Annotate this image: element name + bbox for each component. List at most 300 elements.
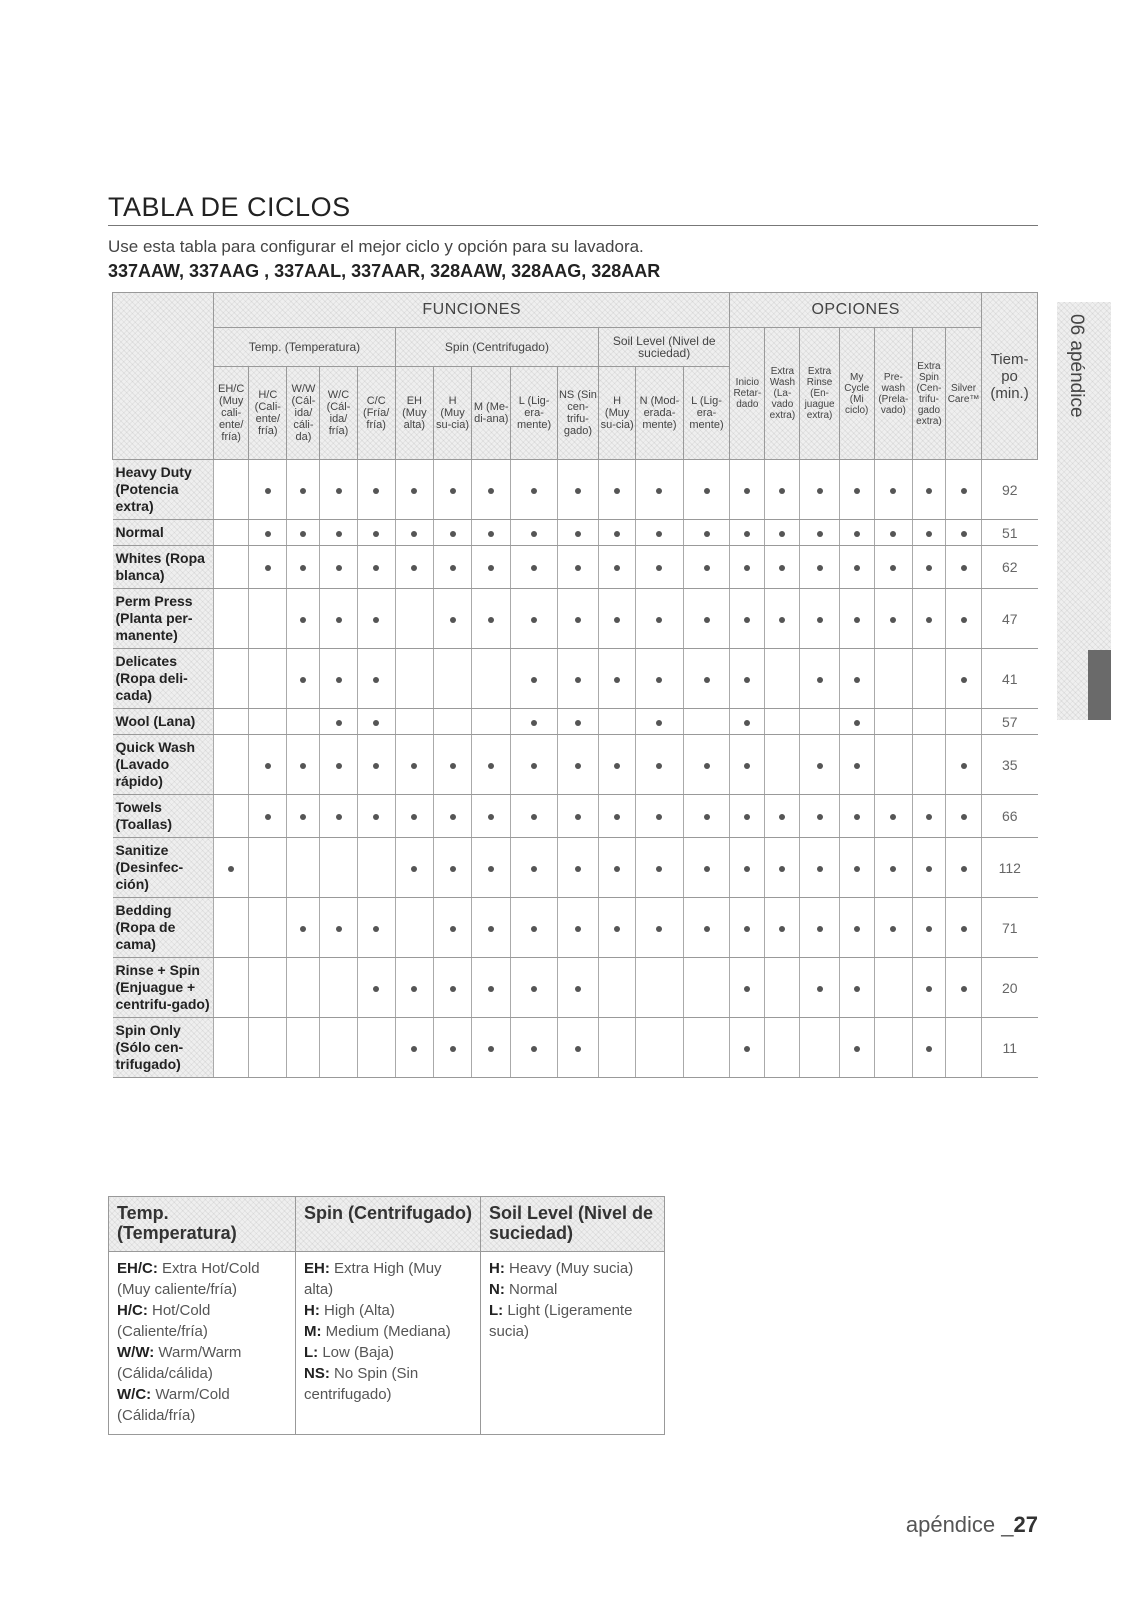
table-cell [730,589,765,649]
available-dot-icon [531,720,537,726]
table-cell [214,546,249,589]
available-dot-icon [575,617,581,623]
table-cell [874,709,912,735]
available-dot-icon [744,531,750,537]
available-dot-icon [300,763,306,769]
table-cell [395,460,433,520]
available-dot-icon [779,814,785,820]
table-cell [472,795,511,838]
available-dot-icon [614,488,620,494]
available-dot-icon [411,986,417,992]
table-cell [765,838,800,898]
legend-code: M: [304,1323,322,1340]
legend-item [489,1300,656,1342]
table-cell [472,589,511,649]
available-dot-icon [704,814,710,820]
available-dot-icon [854,866,860,872]
available-dot-icon [817,986,823,992]
table-cell [511,958,557,1018]
available-dot-icon [817,617,823,623]
table-cell [395,589,433,649]
available-dot-icon [779,565,785,571]
available-dot-icon [961,565,967,571]
table-cell [730,735,765,795]
available-dot-icon [373,531,379,537]
available-dot-icon [779,488,785,494]
table-cell [511,1018,557,1078]
table-cell [214,838,249,898]
available-dot-icon [961,866,967,872]
cycle-name: Heavy Duty (Potencia extra) [113,460,214,520]
table-cell [214,589,249,649]
cycle-rows [113,460,1038,1078]
table-cell [599,546,636,589]
available-dot-icon [817,677,823,683]
available-dot-icon [779,531,785,537]
table-cell [357,649,395,709]
table-cell [433,460,471,520]
available-dot-icon [336,488,342,494]
column-header: Pre-wash (Prela-vado) [874,328,912,460]
available-dot-icon [300,677,306,683]
cycle-name: Sanitize (Desinfec-ción) [113,838,214,898]
column-header: W/C (Cál-ida/ fría) [320,367,357,460]
table-cell [839,520,874,546]
table-cell [557,735,598,795]
table-cell [765,709,800,735]
table-cell [683,649,730,709]
table-cell [636,546,683,589]
table-cell [800,649,839,709]
available-dot-icon [488,926,494,932]
table-cell [839,709,874,735]
column-header: H (Muy su-cia) [599,367,636,460]
available-dot-icon [779,926,785,932]
available-dot-icon [854,926,860,932]
available-dot-icon [656,565,662,571]
table-cell [287,735,320,795]
table-cell [636,735,683,795]
available-dot-icon [575,814,581,820]
table-cell [472,898,511,958]
table-cell [730,649,765,709]
available-dot-icon [575,720,581,726]
table-cell [557,546,598,589]
table-cell [683,589,730,649]
table-cell [511,589,557,649]
table-cell [249,546,287,589]
table-cell [472,709,511,735]
table-cell [874,1018,912,1078]
table-cell [945,546,981,589]
table-cell [874,838,912,898]
table-cell [287,709,320,735]
table-cell [636,958,683,1018]
cycle-time: 57 [982,709,1038,735]
section-tab-label: 06 apéndice [1066,314,1087,418]
table-cell [945,520,981,546]
available-dot-icon [854,763,860,769]
legend-desc: Low (Baja) [322,1344,395,1361]
cycle-time: 112 [982,838,1038,898]
table-cell [839,649,874,709]
page-footer [906,1512,1038,1538]
column-header: W/W (Cál-ida/ cáli-da) [287,367,320,460]
table-cell [912,520,945,546]
page-number: 27 [1013,1512,1038,1537]
available-dot-icon [300,531,306,537]
cycle-time: 62 [982,546,1038,589]
available-dot-icon [744,814,750,820]
table-cell [765,898,800,958]
table-cell [320,520,357,546]
table-cell [214,735,249,795]
table-cell [912,709,945,735]
table-cell [912,735,945,795]
available-dot-icon [373,926,379,932]
available-dot-icon [265,565,271,571]
legend-item [304,1321,472,1342]
legend-item [304,1342,472,1363]
functions-header: FUNCIONES [214,293,730,328]
column-header: Extra Wash (La-vado extra) [765,328,800,460]
table-cell [730,958,765,1018]
legend-desc: Normal [509,1281,558,1298]
available-dot-icon [614,531,620,537]
available-dot-icon [373,720,379,726]
available-dot-icon [373,763,379,769]
legend-code: NS: [304,1365,330,1382]
available-dot-icon [531,763,537,769]
table-cell [636,838,683,898]
table-cell [249,795,287,838]
available-dot-icon [744,926,750,932]
column-header: C/C (Fría/ fría) [357,367,395,460]
available-dot-icon [961,986,967,992]
available-dot-icon [817,565,823,571]
table-cell [874,735,912,795]
table-cell [765,795,800,838]
table-cell [357,898,395,958]
available-dot-icon [531,926,537,932]
cycle-time: 92 [982,460,1038,520]
table-cell [320,649,357,709]
table-cell [765,460,800,520]
available-dot-icon [575,986,581,992]
legend-code: W/W: [117,1344,155,1361]
column-header: N (Mod-erada-mente) [636,367,683,460]
available-dot-icon [531,986,537,992]
table-cell [912,589,945,649]
available-dot-icon [656,531,662,537]
available-dot-icon [704,763,710,769]
available-dot-icon [704,565,710,571]
table-cell [214,898,249,958]
available-dot-icon [373,677,379,683]
table-cell [287,838,320,898]
available-dot-icon [531,488,537,494]
available-dot-icon [744,565,750,571]
table-cell [800,546,839,589]
available-dot-icon [614,677,620,683]
table-cell [557,838,598,898]
legend-spin-list [296,1252,481,1435]
table-cell [839,958,874,1018]
available-dot-icon [336,531,342,537]
table-cell [395,795,433,838]
table-row [113,735,1038,795]
table-cell [249,958,287,1018]
available-dot-icon [450,488,456,494]
table-cell [599,898,636,958]
table-cell [874,958,912,1018]
available-dot-icon [336,720,342,726]
legend-temp-header: Temp. (Temperatura) [109,1197,296,1252]
available-dot-icon [890,814,896,820]
page-subtitle: Use esta tabla para configurar el mejor ciclo y opción para su lavadora. [108,237,644,256]
table-cell [945,838,981,898]
available-dot-icon [656,617,662,623]
table-cell [683,1018,730,1078]
table-cell [511,460,557,520]
column-header: L (Lig-era-mente) [511,367,557,460]
table-cell [395,1018,433,1078]
column-header: M (Me-di-ana) [472,367,511,460]
legend-desc: Light (Ligeramente sucia) [489,1302,633,1340]
available-dot-icon [614,926,620,932]
cycle-name: Towels (Toallas) [113,795,214,838]
available-dot-icon [336,617,342,623]
available-dot-icon [704,677,710,683]
available-dot-icon [373,617,379,623]
table-cell [249,709,287,735]
available-dot-icon [531,814,537,820]
available-dot-icon [450,926,456,932]
table-cell [557,589,598,649]
table-cell [557,649,598,709]
available-dot-icon [961,488,967,494]
table-row [113,546,1038,589]
available-dot-icon [854,1046,860,1052]
table-cell [320,898,357,958]
table-row [113,795,1038,838]
table-cell [599,958,636,1018]
table-cell [874,546,912,589]
table-cell [839,460,874,520]
table-cell [320,460,357,520]
available-dot-icon [300,617,306,623]
legend-code: H: [489,1260,505,1277]
available-dot-icon [450,814,456,820]
available-dot-icon [265,814,271,820]
table-cell [912,649,945,709]
table-cell [683,460,730,520]
table-cell [945,795,981,838]
table-cell [287,520,320,546]
table-cell [765,735,800,795]
available-dot-icon [488,866,494,872]
table-cell [320,958,357,1018]
available-dot-icon [656,488,662,494]
table-cell [557,898,598,958]
table-cell [357,735,395,795]
available-dot-icon [656,677,662,683]
available-dot-icon [411,488,417,494]
table-cell [599,709,636,735]
table-cell [357,795,395,838]
available-dot-icon [890,565,896,571]
table-cell [472,520,511,546]
table-cell [730,546,765,589]
table-cell [599,589,636,649]
table-cell [214,709,249,735]
table-cell [249,838,287,898]
table-cell [320,1018,357,1078]
table-cell [636,589,683,649]
table-cell [839,838,874,898]
available-dot-icon [744,720,750,726]
table-cell [395,649,433,709]
available-dot-icon [614,763,620,769]
legend-item [304,1363,472,1405]
table-cell [839,898,874,958]
table-cell [912,898,945,958]
cycle-name: Normal [113,520,214,546]
available-dot-icon [300,488,306,494]
available-dot-icon [817,531,823,537]
table-cell [683,709,730,735]
table-cell [800,709,839,735]
cycle-name: Bedding (Ropa de cama) [113,898,214,958]
table-row [113,898,1038,958]
table-cell [800,958,839,1018]
table-cell [912,1018,945,1078]
table-cell [433,520,471,546]
table-cell [636,649,683,709]
cycle-name: Whites (Ropa blanca) [113,546,214,589]
table-cell [800,795,839,838]
available-dot-icon [926,986,932,992]
table-cell [214,520,249,546]
legend-desc: Hot/Cold (Caliente/fría) [117,1302,211,1340]
table-cell [912,795,945,838]
table-row [113,709,1038,735]
table-cell [320,709,357,735]
table-cell [765,520,800,546]
available-dot-icon [744,763,750,769]
table-cell [599,520,636,546]
table-cell [945,589,981,649]
cycle-name: Spin Only (Sólo cen-trifugado) [113,1018,214,1078]
available-dot-icon [890,531,896,537]
model-list: 337AAW, 337AAG , 337AAL, 337AAR, 328AAW, 328AAG, 328AAR [108,261,661,281]
legend-item [117,1342,287,1384]
legend-desc: Extra Hot/Cold (Muy caliente/fría) [117,1260,260,1298]
available-dot-icon [704,926,710,932]
table-cell [599,460,636,520]
table-cell [636,1018,683,1078]
table-cell [287,795,320,838]
table-cell [433,709,471,735]
table-cell [249,735,287,795]
available-dot-icon [228,866,234,872]
table-cell [557,709,598,735]
available-dot-icon [300,814,306,820]
available-dot-icon [531,531,537,537]
available-dot-icon [656,814,662,820]
table-cell [511,649,557,709]
options-header: OPCIONES [730,293,982,328]
table-cell [839,589,874,649]
table-cell [557,795,598,838]
available-dot-icon [926,1046,932,1052]
column-header: Extra Spin (Cen-trifu-gado extra) [912,328,945,460]
table-cell [636,709,683,735]
available-dot-icon [926,531,932,537]
available-dot-icon [961,531,967,537]
available-dot-icon [890,866,896,872]
legend-desc: No Spin (Sin centrifugado) [304,1365,419,1403]
available-dot-icon [411,866,417,872]
table-cell [395,546,433,589]
column-header: NS (Sin cen-trifu-gado) [557,367,598,460]
table-cell [287,898,320,958]
table-cell [636,898,683,958]
available-dot-icon [411,763,417,769]
available-dot-icon [575,926,581,932]
table-cell [636,795,683,838]
available-dot-icon [411,814,417,820]
table-cell [599,649,636,709]
table-cell [557,958,598,1018]
table-cell [874,589,912,649]
table-cell [912,460,945,520]
cycle-time: 71 [982,898,1038,958]
legend-code: L: [489,1302,504,1319]
footer-label: apéndice _ [905,1512,1014,1537]
table-cell [320,735,357,795]
available-dot-icon [373,488,379,494]
table-cell [912,958,945,1018]
available-dot-icon [265,488,271,494]
table-cell [357,709,395,735]
available-dot-icon [411,531,417,537]
table-cell [874,649,912,709]
table-cell [472,649,511,709]
table-cell [683,520,730,546]
table-cell [433,649,471,709]
available-dot-icon [890,926,896,932]
table-cell [874,520,912,546]
table-cell [287,589,320,649]
table-cell [557,460,598,520]
available-dot-icon [854,617,860,623]
time-header: Tiem-po (min.) [982,293,1038,460]
available-dot-icon [575,866,581,872]
table-cell [357,460,395,520]
available-dot-icon [336,677,342,683]
table-cell [214,958,249,1018]
cycle-name: Perm Press (Planta per-manente) [113,589,214,649]
table-cell [357,589,395,649]
table-cell [765,958,800,1018]
cycle-time: 51 [982,520,1038,546]
available-dot-icon [704,617,710,623]
available-dot-icon [854,565,860,571]
available-dot-icon [488,763,494,769]
available-dot-icon [704,488,710,494]
available-dot-icon [854,986,860,992]
